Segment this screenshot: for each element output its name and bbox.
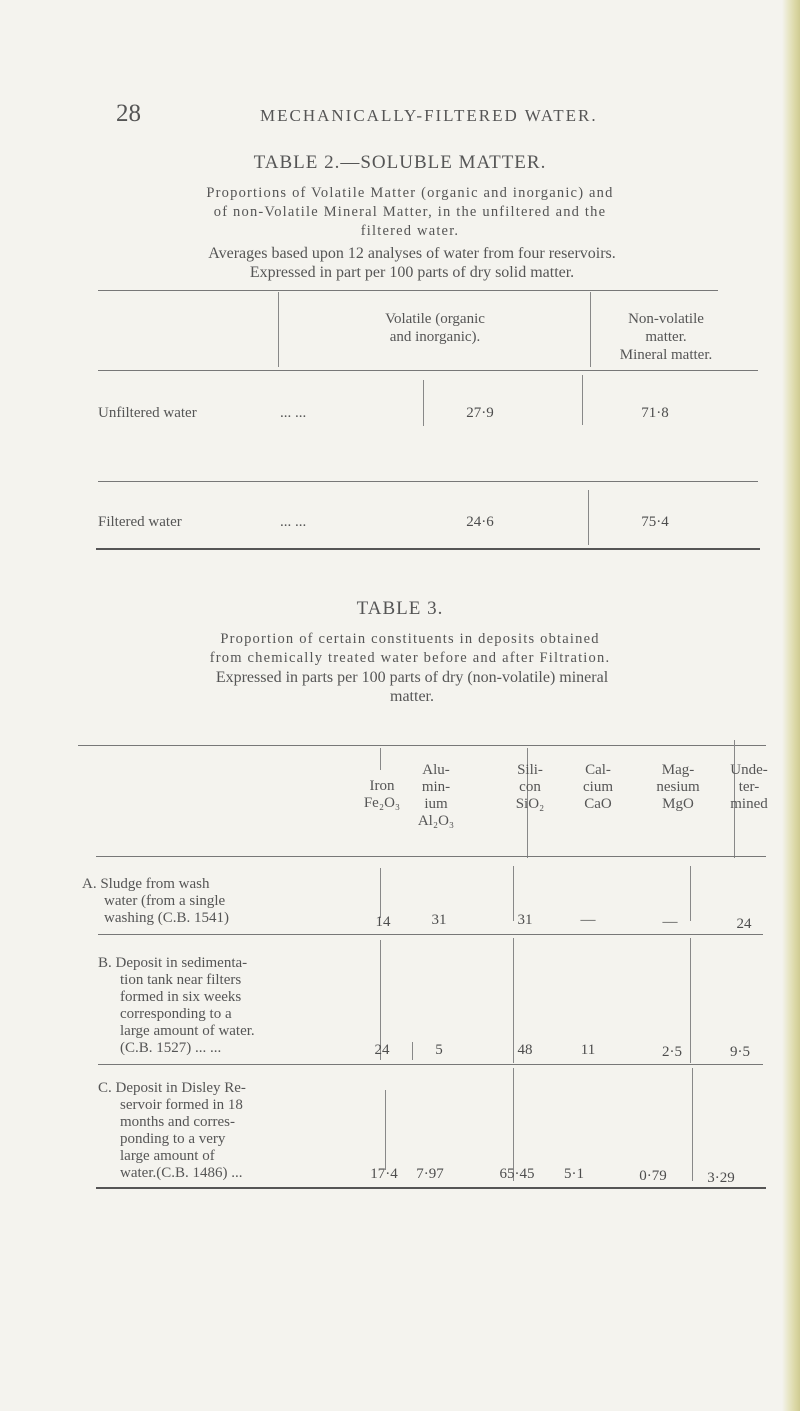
table2-heading-line2: of non-Volatile Mineral Matter, in the unfiltered and the xyxy=(213,204,607,220)
table3-row-b-silicon: 48 xyxy=(517,1042,533,1058)
table3-row-b-calcium: 11 xyxy=(580,1042,596,1058)
table2-title: TABLE 2.—SOLUBLE MATTER. xyxy=(253,152,547,173)
table2-row-filtered-label: Filtered water xyxy=(98,514,182,530)
table3-vrule-a-3 xyxy=(690,866,691,921)
table2-row-unfiltered-dots: ... ... xyxy=(280,405,307,421)
table3-row-b-aluminium: 5 xyxy=(435,1042,443,1058)
table3-vrule-b-iron xyxy=(412,1042,413,1060)
table2-row-rule xyxy=(98,481,758,482)
table3-row-a-silicon: 31 xyxy=(517,912,533,928)
table3-vrule-a-1 xyxy=(380,868,381,918)
table2-col-volatile-2: and inorganic). xyxy=(389,329,481,345)
table3-row-a-calcium: — xyxy=(580,912,596,928)
table2-note-line2: Expressed in part per 100 parts of dry solid matter. xyxy=(249,264,575,281)
table3-head-iron: Iron Fe₂O₃ xyxy=(363,778,401,811)
table3-row-c-aluminium: 7·97 xyxy=(416,1166,444,1182)
page-number: 28 xyxy=(116,100,141,127)
table2-top-rule xyxy=(98,290,718,291)
table2-bottom-rule xyxy=(96,548,760,550)
table3-heading-line2: from chemically treated water before and after Filtration. xyxy=(209,650,611,666)
table3-row-b-label: B. Deposit in sedimenta- tion tank near filters formed in six weeks corresponding to a large amount of water. (C.B. 1527) ... ... xyxy=(98,955,255,1056)
table3-head-undetermined: Unde- ter- mined xyxy=(730,762,768,812)
table2-heading-line1: Proportions of Volatile Matter (organic and inorganic) and xyxy=(206,185,614,201)
table3-vrule-c-3 xyxy=(692,1068,693,1181)
table2-row-unfiltered-volatile: 27·9 xyxy=(466,405,494,421)
table2-col-nonvol-2: matter. xyxy=(645,329,687,345)
table3-row-a-rule xyxy=(98,934,763,935)
table2-col-nonvol-3: Mineral matter. xyxy=(619,347,713,363)
table3-row-b-iron: 24 xyxy=(374,1042,390,1058)
running-head: MECHANICALLY-FILTERED WATER. xyxy=(260,106,598,125)
table2-vrule-1 xyxy=(278,292,279,367)
table2-vrule-5 xyxy=(588,490,589,545)
table2-row-unfiltered-nonvolatile: 71·8 xyxy=(641,405,669,421)
table3-vrule-head-1 xyxy=(380,748,381,770)
table2-heading-line3: filtered water. xyxy=(360,223,460,239)
table3-row-c-calcium: 5·1 xyxy=(564,1166,584,1182)
table2-vrule-3 xyxy=(423,380,424,426)
table2-row-unfiltered-label: Unfiltered water xyxy=(98,405,197,421)
table2-row-filtered-dots: ... ... xyxy=(280,514,307,530)
table3-header-rule xyxy=(96,856,766,857)
table2-col-nonvol-1: Non-volatile xyxy=(628,311,704,327)
table3-title: TABLE 3. xyxy=(356,598,444,619)
table3-heading-line4: matter. xyxy=(390,688,434,705)
table3-row-a-iron: 14 xyxy=(375,914,391,930)
table3-row-b-rule xyxy=(98,1064,763,1065)
table3-row-c-silicon: 65·45 xyxy=(499,1166,535,1182)
table2-row-filtered-nonvolatile: 75·4 xyxy=(641,514,669,530)
table3-head-silicon: Sili- con SiO₂ xyxy=(515,762,545,812)
table3-head-aluminium: Alu- min- ium Al₂O₃ xyxy=(417,762,455,829)
table2-row-filtered-volatile: 24·6 xyxy=(466,514,494,530)
table3-row-c-magnesium: 0·79 xyxy=(639,1168,667,1184)
table2-header-rule xyxy=(98,370,758,371)
table3-row-c-label: C. Deposit in Disley Re- servoir formed in 18 months and corres- ponding to a very large amount of water.(C.B. 1486) ... xyxy=(98,1080,246,1181)
table3-row-c-iron: 17·4 xyxy=(370,1166,398,1182)
table3-head-calcium: Cal- cium CaO xyxy=(583,762,613,812)
table3-row-a-aluminium: 31 xyxy=(431,912,447,928)
table3-row-a-magnesium: — xyxy=(662,914,678,930)
table3-row-b-undetermined: 9·5 xyxy=(730,1044,750,1060)
table3-row-a-label: A. Sludge from wash water (from a single washing (C.B. 1541) xyxy=(82,876,229,926)
table2-note-line1: Averages based upon 12 analyses of water from four reservoirs. xyxy=(208,245,616,262)
table2-vrule-2 xyxy=(590,292,591,367)
table3-vrule-c-2 xyxy=(513,1068,514,1181)
table3-row-a-undetermined: 24 xyxy=(736,916,752,932)
table3-vrule-c-1 xyxy=(385,1090,386,1170)
table3-top-rule xyxy=(78,745,766,746)
table3-row-c-undetermined: 3·29 xyxy=(707,1170,735,1186)
table3-row-b-magnesium: 2·5 xyxy=(662,1044,682,1060)
page-edge xyxy=(782,0,800,1411)
table3-heading-line3: Expressed in parts per 100 parts of dry (non-volatile) mineral xyxy=(215,669,609,686)
table3-bottom-rule xyxy=(96,1187,766,1189)
table3-head-magnesium: Mag- nesium MgO xyxy=(656,762,700,812)
table3-heading-line1: Proportion of certain constituents in deposits obtained xyxy=(220,631,600,647)
table2-col-volatile-1: Volatile (organic xyxy=(385,311,485,327)
table2-vrule-4 xyxy=(582,375,583,425)
